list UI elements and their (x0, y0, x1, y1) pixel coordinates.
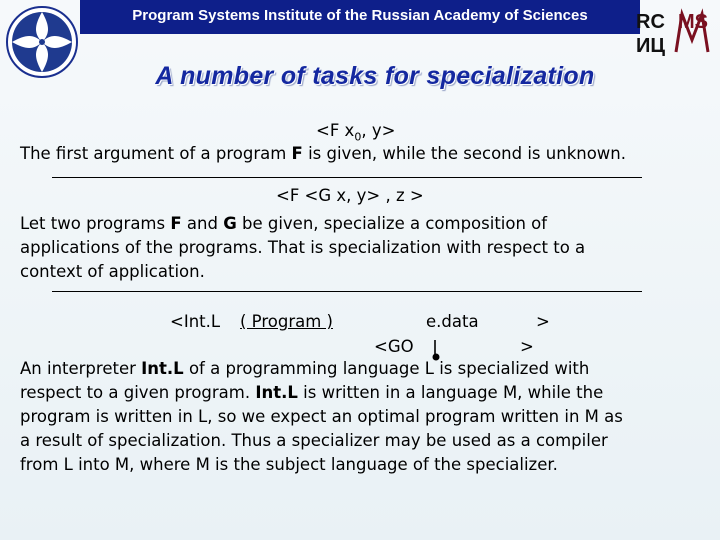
formula-gt-1: > (536, 312, 550, 331)
section3-line-4: a result of specialization. Thus a specializer may be used as a compiler (20, 431, 608, 450)
section2-line-2: applications of the programs. That is specialization with respect to a (20, 238, 586, 257)
section3-text (20, 357, 623, 477)
formula-f-x0-y: <F $x_0$, y> (316, 121, 396, 144)
logo-ms: MS (678, 11, 708, 33)
formula-go: <GO (374, 337, 414, 356)
formula-program: ( Program ) (240, 312, 333, 331)
formula-composition: <F <G x, y> , z > (276, 186, 424, 205)
divider-2 (52, 291, 642, 292)
section2-line-1: Let two programs F and G be given, specialize a composition of (20, 214, 548, 233)
section3-line-2: respect to a given program. Int.L is written in a language M, while the (20, 383, 604, 402)
section3-line-5: from L into M, where M is the subject language of the specializer. (20, 455, 558, 474)
formula-gt-2: > (520, 337, 534, 356)
formula-intl: <Int.L (170, 312, 221, 331)
slide-title: A number of tasks for specialization (155, 62, 595, 90)
section2-text (20, 212, 585, 284)
rcms-logo-icon (634, 6, 718, 56)
section1-text: The first argument of a program F is given, while the second is unknown. (20, 144, 626, 163)
section2-line-3: context of application. (20, 262, 205, 281)
divider-1 (52, 177, 642, 178)
logo-ic: ИЦ (636, 35, 665, 56)
formula-edata: e.data (426, 312, 479, 331)
section3-line-3: program is written in L, so we expect an optimal program written in M as (20, 407, 623, 426)
section3-line-1: An interpreter Int.L of a programming language L is specialized with (20, 359, 590, 378)
logo-rc: RC (636, 11, 665, 33)
institute-name: Program Systems Institute of the Russian Academy of Sciences (132, 7, 588, 24)
